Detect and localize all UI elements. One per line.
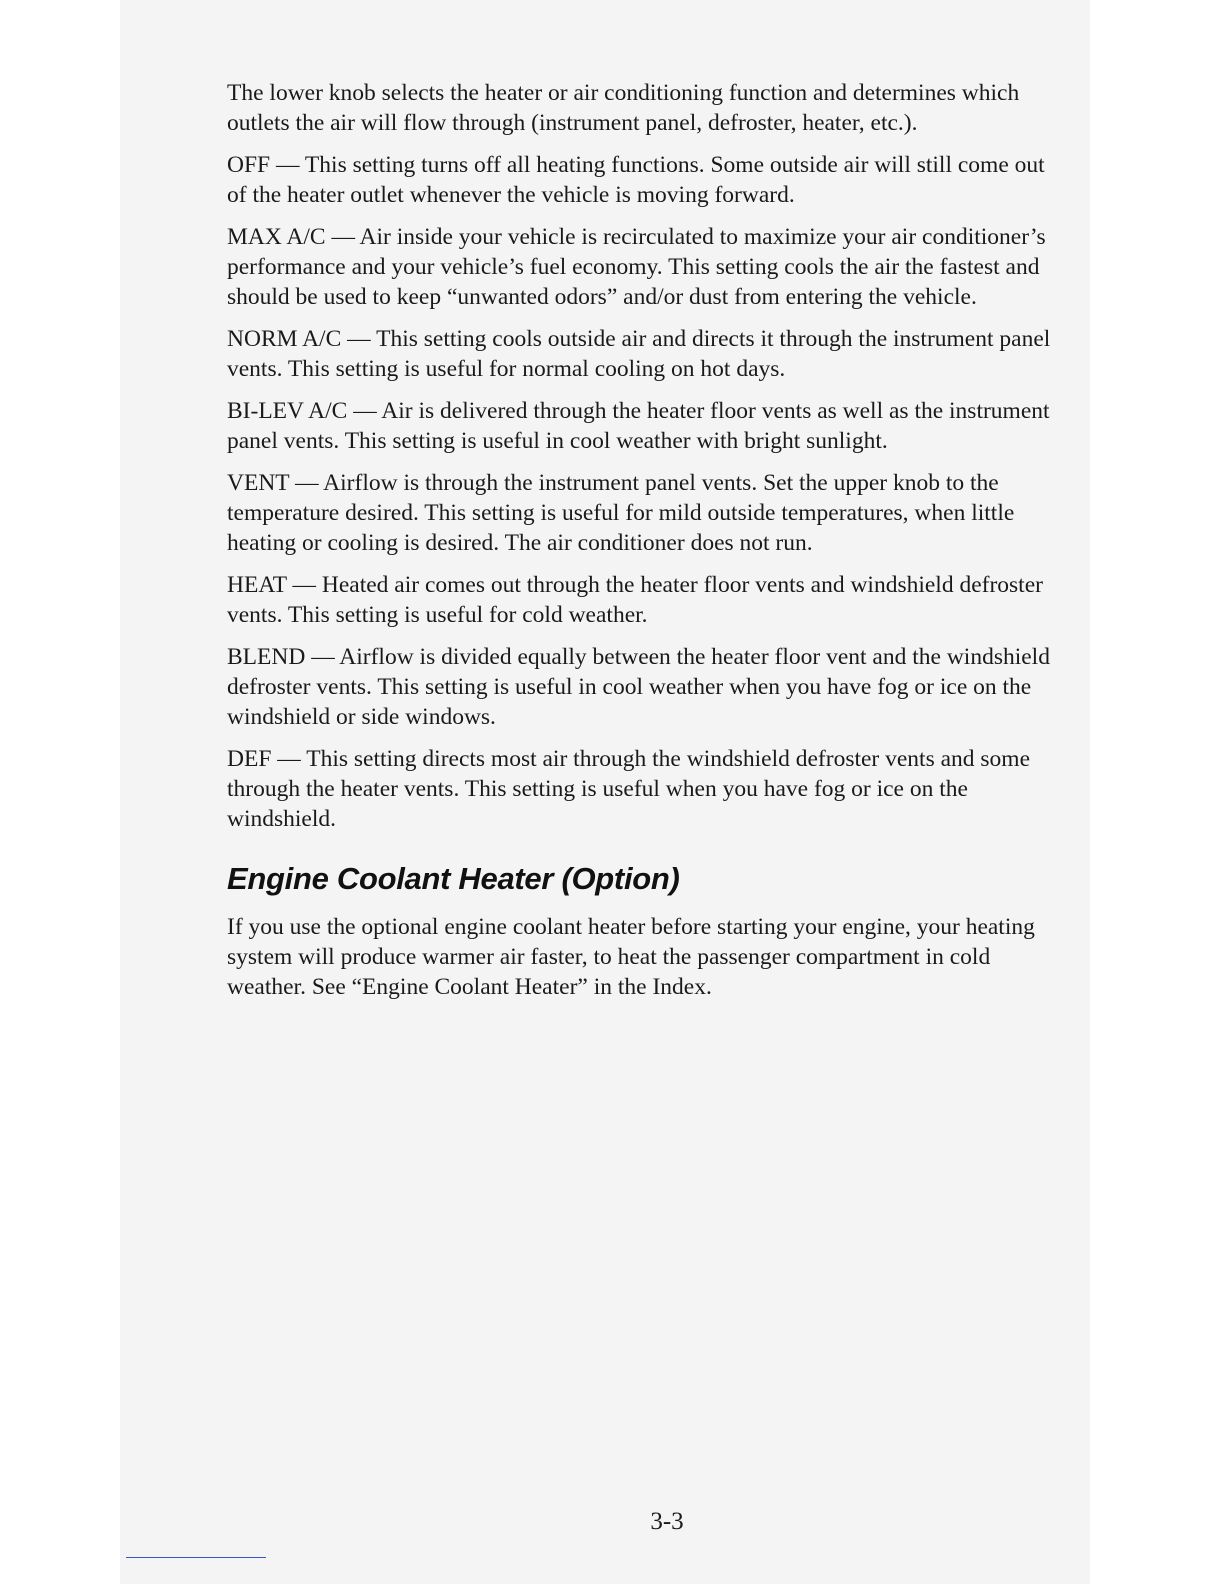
page-content [227, 78, 1057, 1014]
bi-lev-ac-setting-paragraph: BI-LEV A/C — Air is delivered through the heater floor vents as well as the instrument panel vents. This setting is useful in cool weather with bright sunlight. [227, 398, 1050, 454]
norm-ac-setting-paragraph: NORM A/C — This setting cools outside air and directs it through the instrument panel vents. This setting is useful for normal cooling on hot days. [227, 326, 1051, 382]
blend-setting-paragraph: BLEND — Airflow is divided equally between the heater floor vent and the windshield defroster vents. This setting is useful in cool weather when you have fog or ice on the windshield or side windows. [227, 644, 1050, 730]
off-setting-paragraph: OFF — This setting turns off all heating functions. Some outside air will still come out of the heater outlet whenever the vehicle is moving forward. [227, 152, 1045, 208]
bottom-divider [126, 1557, 266, 1558]
heat-setting-paragraph: HEAT — Heated air comes out through the heater floor vents and windshield defroster vents. This setting is useful for cold weather. [227, 572, 1043, 628]
max-ac-setting-paragraph: MAX A/C — Air inside your vehicle is recirculated to maximize your air conditioner’s performance and your vehicle’s fuel economy. This setting cools the air the fastest and should be used to keep “unwanted odors” and/or dust from entering the vehicle. [227, 224, 1046, 310]
intro-paragraph: The lower knob selects the heater or air conditioning function and determines which outlets the air will flow through (instrument panel, defroster, heater, etc.). [227, 80, 1020, 136]
vent-setting-paragraph: VENT — Airflow is through the instrument panel vents. Set the upper knob to the temperature desired. This setting is useful for mild outside temperatures, when little heating or cooling is desired. The air conditioner does not run. [227, 470, 1015, 556]
section-body-paragraph: If you use the optional engine coolant heater before starting your engine, your heating system will produce warmer air faster, to heat the passenger compartment in cold weather. See “Engine Coolant Heater” in the Index. [227, 914, 1035, 1000]
page-number: 3-3 [650, 1508, 684, 1535]
section-heading: Engine Coolant Heater (Option) [227, 861, 680, 896]
def-setting-paragraph: DEF — This setting directs most air through the windshield defroster vents and some through the heater vents. This setting is useful when you have fog or ice on the windshield. [227, 746, 1031, 832]
